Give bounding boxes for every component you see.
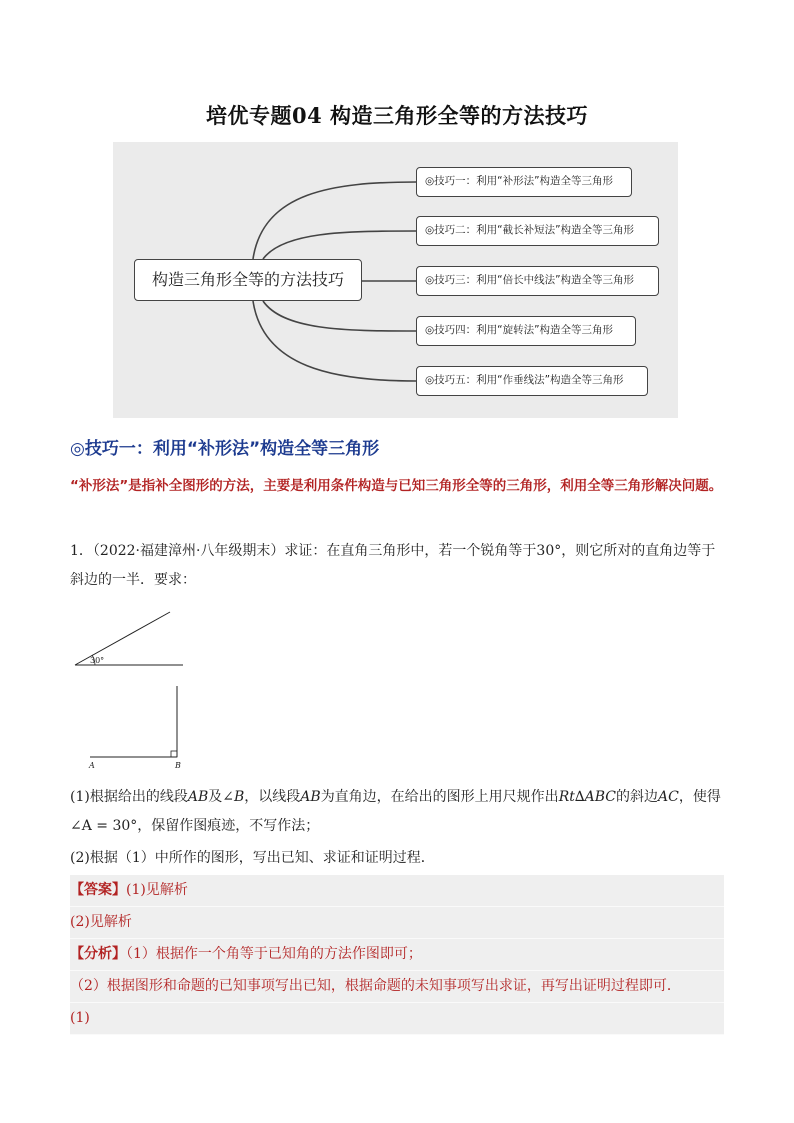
analysis-line-2: （2）根据图形和命题的已知事项写出已知，根据命题的未知事项写出求证，再写出证明过程即可． — [70, 971, 724, 1003]
part1-text: ，以线段 — [244, 789, 301, 805]
answer-block — [70, 875, 724, 1035]
mind-map-branch-2: ◎技巧二：利用“截长补短法”构造全等三角形 — [416, 216, 659, 246]
analysis-line-1 — [70, 939, 724, 971]
mind-map — [113, 142, 678, 418]
part1-text: ，使得 — [678, 789, 721, 805]
point-b-label: B — [175, 761, 181, 770]
part1-text: ，保留作图痕迹，不写作法； — [137, 818, 320, 834]
problem-part-1 — [70, 783, 726, 841]
part1-text: 的斜边 — [616, 789, 658, 805]
point-a-label: A — [89, 761, 95, 770]
section-intro: “补形法”是指补全图形的方法，主要是利用条件构造与已知三角形全等的三角形，利用全等三角形解决问题。 — [70, 478, 723, 494]
section-heading: ◎技巧一：利用“补形法”构造全等三角形 — [70, 439, 380, 459]
problem-figure — [70, 598, 200, 773]
analysis-text: （1）根据作一个角等于已知角的方法作图即可； — [126, 946, 422, 962]
answer-line-1 — [70, 875, 724, 907]
angle-label: 30° — [90, 656, 105, 665]
problem-statement: 1．（2022·福建漳州·八年级期末）求证：在直角三角形中，若一个锐角等于30°，则它所对的直角边等于斜边的一半．要求： — [70, 543, 716, 588]
segment-ab: AB — [300, 789, 321, 805]
angle-condition: ∠A = 30° — [70, 818, 138, 834]
hypotenuse-ac: AC — [658, 789, 679, 805]
part1-text: 及∠ — [208, 789, 234, 805]
triangle-abc: Rt∆ABC — [558, 789, 616, 805]
answer-line-2: (2)见解析 — [70, 907, 724, 939]
page-title: 培优专题04 构造三角形全等的方法技巧 — [205, 103, 589, 128]
mind-map-branch-1: ◎技巧一：利用“补形法”构造全等三角形 — [416, 167, 632, 197]
segment-ab: AB — [187, 789, 209, 805]
mind-map-root: 构造三角形全等的方法技巧 — [134, 259, 362, 301]
answer-tag: 【答案】 — [70, 882, 126, 898]
mind-map-branch-5: ◎技巧五：利用“作垂线法”构造全等三角形 — [416, 366, 648, 396]
mind-map-branch-4: ◎技巧四：利用“旋转法”构造全等三角形 — [416, 316, 636, 346]
solution-line-1: (1) — [70, 1003, 724, 1035]
mind-map-branch-3: ◎技巧三：利用“倍长中线法”构造全等三角形 — [416, 266, 659, 296]
answer-text: (1)见解析 — [126, 882, 188, 898]
problem-part-2: (2)根据（1）中所作的图形，写出已知、求证和证明过程． — [70, 850, 435, 866]
part1-text: (1)根据给出的线段 — [70, 789, 188, 805]
part1-text: 为直角边，在给出的图形上用尺规作出 — [320, 789, 559, 805]
analysis-tag: 【分析】 — [70, 946, 126, 962]
angle-b: B — [233, 789, 245, 805]
